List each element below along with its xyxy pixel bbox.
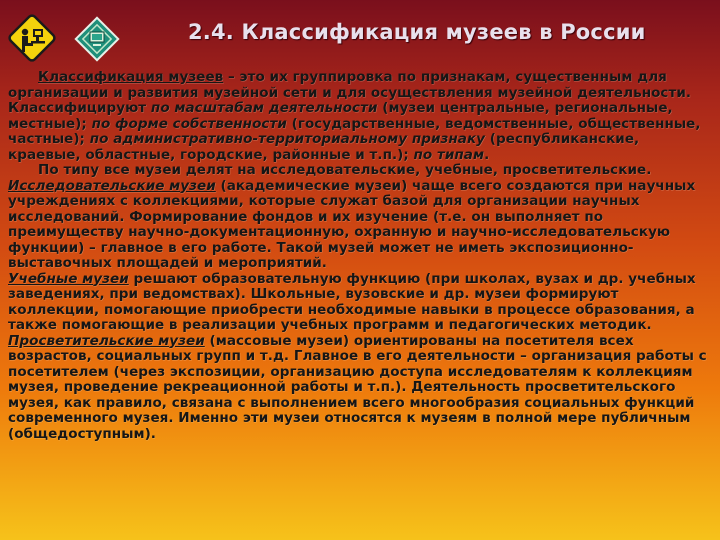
paragraph-research-museums bbox=[8, 179, 712, 272]
slide-body bbox=[8, 70, 712, 442]
paragraph-educational-museums bbox=[8, 272, 712, 334]
slide-title: 2.4. Классификация музеев в России bbox=[188, 20, 646, 44]
text-run: решают образовательную функцию (при школах, вузах и др. учебных заведениях, при ведомствах). Школьные, вузовские и др. музеи формируют коллекции, помогающие приобрести необходимые навыки в процессе образования, а также помогающие в реализации учебных программ и педагогических методик. bbox=[8, 270, 696, 333]
text-run: . bbox=[484, 146, 490, 163]
text-run: (академические музеи) чаще всего создаются при научных учреждениях с коллекциями, которые служат базой для организации научных исследований. Формирование фондов и их изучение (т.е. он выполняет по преимуществу научно-документационную, охранную и научно-исследовательскую функции) – главное в его работе. Такой музей может не иметь экспозиционно-выставочных площадей и мероприятий. bbox=[8, 177, 696, 271]
green-diamond-computer-icon bbox=[74, 16, 120, 62]
paragraph-types bbox=[8, 163, 712, 179]
italic-ownership: по форме собственности bbox=[91, 115, 287, 132]
text-run: (массовые музеи) ориентированы на посетителя всех возрастов, социальных групп и т.д. Главное в его деятельности – организация работы с посетителем (через экспозиции, организацию доступа исследователям к коллекциям музея, проведение рекреационной работы и т.п.). Деятельность просветительского музея, как правило, связана с выполнением всего многообразия социальных функций современного музея. Именно эти музеи относятся к музеям в полной мере публичным (общедоступным). bbox=[8, 332, 707, 442]
person-at-computer-sign-icon bbox=[6, 12, 58, 64]
text-run: – это их группировка по признакам, существенным для организации и развития музейной сети и для осуществления музейной деятельности. Классифицируют bbox=[8, 69, 692, 116]
term-educational-museums: Учебные музеи bbox=[8, 270, 129, 287]
paragraph-classification bbox=[8, 70, 712, 163]
text-run: (республиканские, краевые, областные, городские, районные и т.п.); bbox=[8, 131, 640, 163]
italic-scale: по масштабам деятельности bbox=[150, 100, 378, 116]
italic-territorial: по административно-территориальному признаку bbox=[89, 131, 486, 147]
term-research-museums: Исследовательские музеи bbox=[8, 177, 216, 194]
italic-types: по типам bbox=[413, 146, 485, 163]
paragraph-enlightenment-museums bbox=[8, 334, 712, 443]
term-enlightenment-museums: Просветительские музеи bbox=[8, 332, 205, 349]
text-run: (государственные, ведомственные, общественные, частные); bbox=[8, 115, 701, 147]
text-run: (музеи центральные, региональные, местные); bbox=[8, 100, 673, 132]
text-run: По типу все музеи делят на исследовательские, учебные, просветительские. bbox=[38, 162, 652, 178]
term-classification: Классификация музеев bbox=[38, 69, 224, 85]
